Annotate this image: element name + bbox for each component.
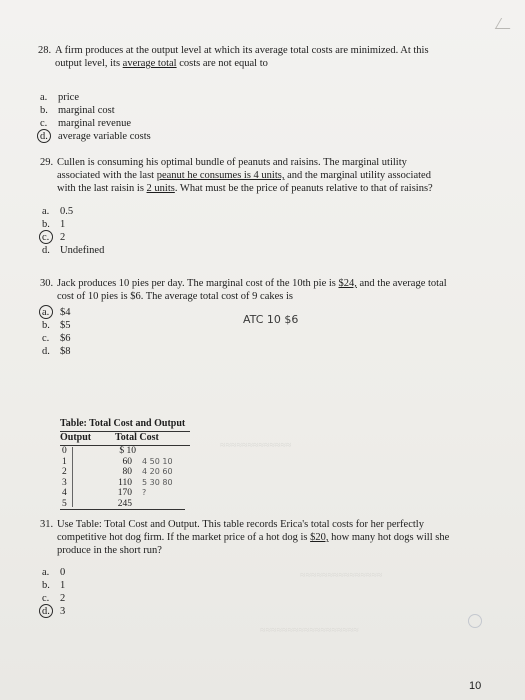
- page-number: 10: [469, 680, 482, 692]
- question-28: [38, 44, 488, 70]
- cell-total-cost: 60: [122, 456, 132, 467]
- question-number: 28.: [38, 45, 52, 56]
- question-30-options: [42, 306, 71, 358]
- question-28-options: [40, 91, 151, 143]
- table-column-divider: [72, 447, 73, 507]
- answer-option[interactable]: b. 1: [42, 580, 66, 591]
- answer-option-selected[interactable]: c. 2: [42, 231, 104, 244]
- table-row: [60, 457, 190, 468]
- table-row: [60, 488, 190, 499]
- table-bottom-rule: [60, 509, 185, 510]
- bleed-through: ≈≈≈≈≈≈≈≈≈≈≈≈≈≈≈≈≈≈: [260, 625, 359, 636]
- question-31-options: [42, 566, 65, 618]
- question-number: 30.: [40, 278, 54, 289]
- question-stem-line: produce in the short run?: [57, 545, 162, 556]
- table-title: Table: Total Cost and Output: [60, 418, 186, 429]
- total-cost-table: [60, 418, 190, 510]
- answer-option[interactable]: c. marginal revenue: [40, 118, 131, 129]
- cell-total-cost: 110: [118, 477, 132, 488]
- table-row: [60, 478, 190, 489]
- answer-option-selected[interactable]: d. average variable costs: [40, 130, 151, 143]
- question-stem-line: competitive hot dog firm. If the market price of a hot dog is $20, how many hot dogs will she: [57, 532, 450, 543]
- answer-option-selected[interactable]: d. 3: [42, 605, 65, 618]
- cell-output: 4: [62, 488, 67, 498]
- answer-option[interactable]: b. $5: [42, 320, 71, 331]
- cell-output: 1: [62, 456, 67, 467]
- cell-total-cost: 80: [122, 467, 132, 477]
- underlined-text: $20,: [310, 532, 329, 543]
- question-30: [40, 277, 490, 303]
- cell-total-cost: $ 10: [119, 446, 136, 456]
- answer-option[interactable]: a. price: [40, 92, 79, 103]
- question-stem-line: associated with the last peanut he consumes is 4 units, and the marginal utility associated: [57, 170, 431, 181]
- underlined-text: average total: [122, 58, 177, 69]
- answer-circle-mark: [37, 129, 51, 143]
- question-29-options: [42, 205, 104, 257]
- handwritten-note: ?: [142, 488, 147, 497]
- table-header: [60, 431, 190, 446]
- answer-option[interactable]: a. 0: [42, 567, 66, 578]
- cell-output: 3: [62, 477, 67, 488]
- table-row: [60, 446, 190, 457]
- cell-output: 2: [62, 467, 67, 477]
- underlined-text: $24,: [338, 278, 357, 289]
- handwritten-note: 4 20 60: [142, 467, 173, 476]
- page-corner-mark: [495, 18, 516, 29]
- bleed-through: ≈≈≈≈≈≈≈≈≈≈≈≈≈≈≈: [300, 570, 383, 581]
- question-stem-line: output level, its average total costs are not equal to: [55, 58, 268, 69]
- question-31: [40, 518, 490, 557]
- answer-option[interactable]: c. 2: [42, 593, 66, 604]
- question-stem-line: Cullen is consuming his optimal bundle of peanuts and raisins. The marginal utility: [57, 157, 407, 168]
- question-29: [40, 156, 490, 195]
- question-number: 29.: [40, 157, 54, 168]
- cell-total-cost: 170: [117, 488, 132, 498]
- answer-circle-mark: [39, 305, 53, 319]
- answer-option[interactable]: d. Undefined: [42, 245, 105, 256]
- answer-option[interactable]: d. $8: [42, 346, 71, 357]
- answer-option-selected[interactable]: a. $4: [42, 306, 71, 319]
- handwritten-note: 4 50 10: [142, 456, 173, 466]
- question-stem-line: Jack produces 10 pies per day. The marginal cost of the 10th pie is $24, and the average total: [57, 278, 447, 289]
- answer-option[interactable]: b. 1: [42, 219, 66, 230]
- column-header-total-cost: Total Cost: [115, 432, 159, 443]
- answer-option[interactable]: b. marginal cost: [40, 105, 115, 116]
- handwritten-note: 5 30 80: [142, 477, 173, 487]
- cell-output: 5: [62, 498, 67, 509]
- table-row: [60, 499, 190, 510]
- question-stem-line: cost of 10 pies is $6. The average total cost of 9 cakes is: [57, 291, 293, 302]
- handwritten-note: ATC 10 $6: [243, 313, 299, 326]
- answer-option[interactable]: c. $6: [42, 333, 71, 344]
- underlined-text: 2 units: [146, 183, 175, 194]
- column-header-output: Output: [60, 432, 92, 443]
- question-stem-line: with the last raisin is 2 units. What must be the price of peanuts relative to that of raisins?: [57, 183, 433, 194]
- bleed-through: ≈≈≈≈≈≈≈≈≈≈≈≈≈: [220, 440, 292, 451]
- question-stem-line: A firm produces at the output level at which its average total costs are minimized. At this: [55, 45, 429, 56]
- answer-circle-mark: [39, 230, 53, 244]
- faint-circle-mark: [468, 614, 482, 628]
- table-body: [60, 446, 190, 509]
- underlined-text: peanut he consumes is 4 units,: [156, 170, 285, 181]
- table-row: [60, 467, 190, 478]
- question-stem-line: Use Table: Total Cost and Output. This table records Erica's total costs for her perfectly: [57, 519, 424, 530]
- answer-circle-mark: [39, 604, 53, 618]
- cell-total-cost: 245: [117, 498, 132, 509]
- cell-output: 0: [62, 446, 67, 456]
- question-number: 31.: [40, 519, 54, 530]
- answer-option[interactable]: a. 0.5: [42, 206, 74, 217]
